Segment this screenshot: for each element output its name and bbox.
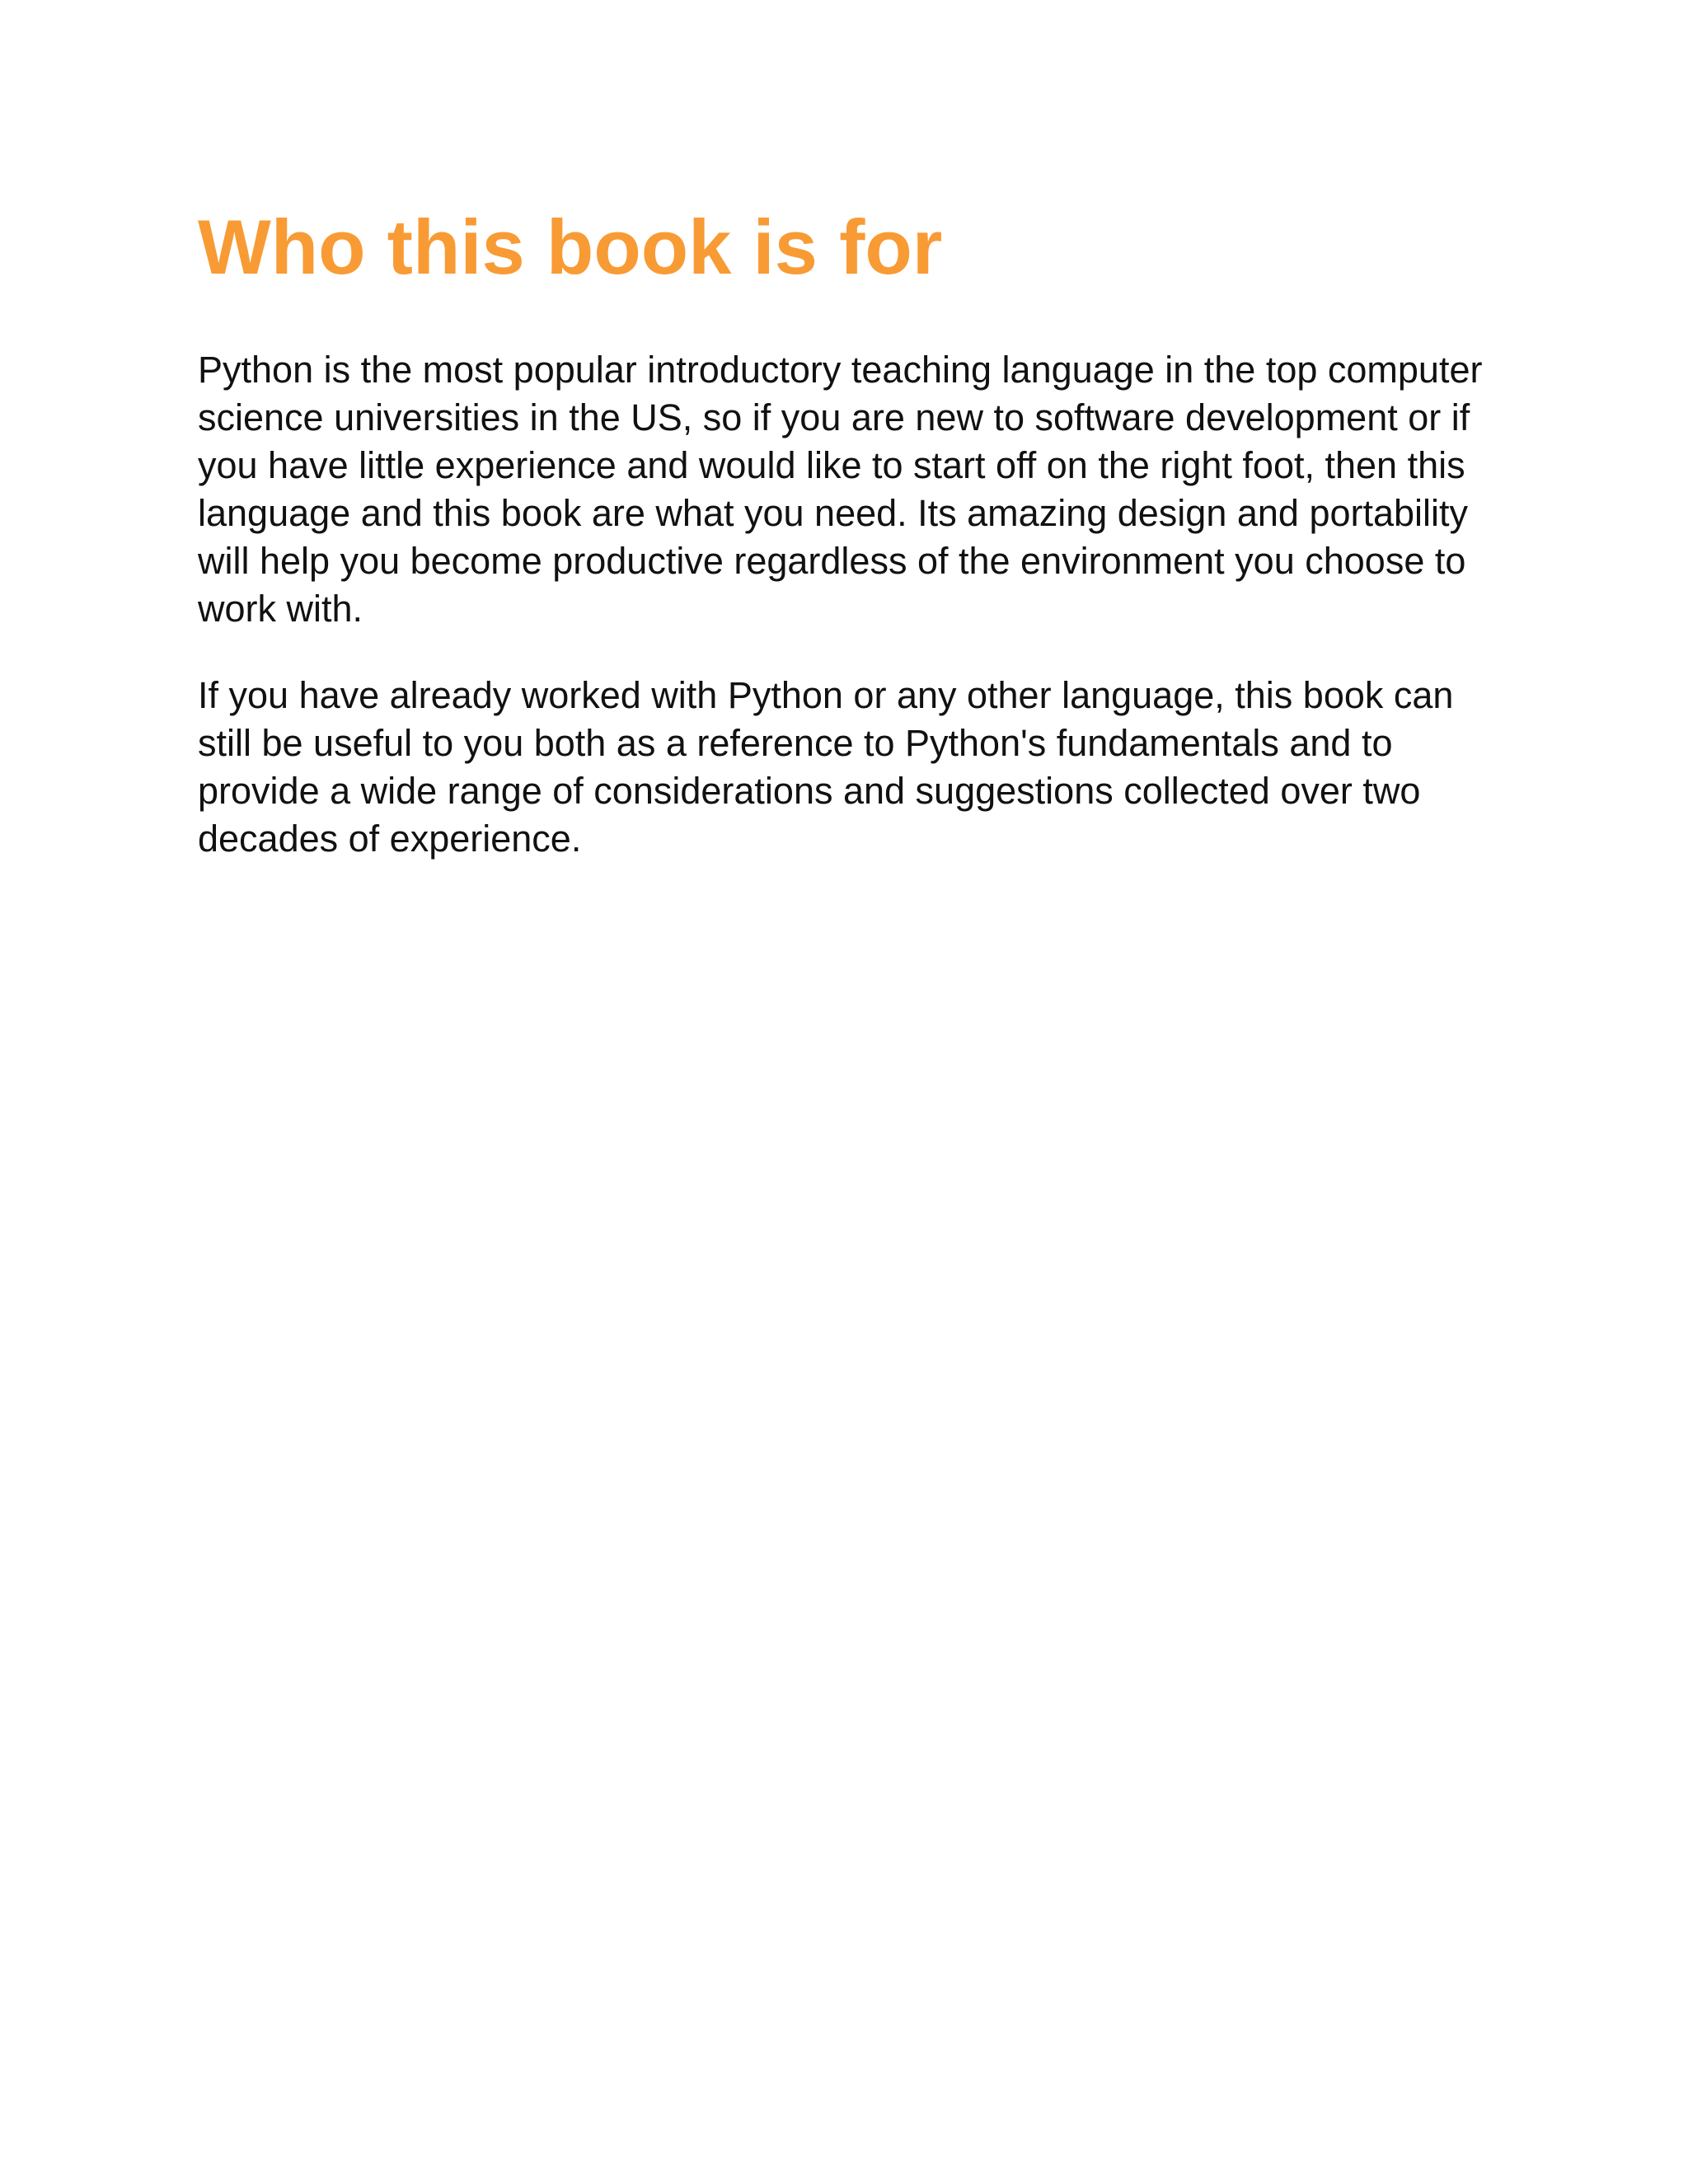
body-paragraph-audience: Python is the most popular introductory teaching language in the top computer science universities in the US, so if you are new to software development or if you have little experience and would like to start off on the right foot, then this language and this book are what you need. Its amazing design and portability will help you become productive regardless of the environment you choose to work with. xyxy=(198,349,1483,630)
body-paragraph-experienced: If you have already worked with Python or any other language, this book can still be useful to you both as a reference to Python's fundamentals and to provide a wide range of considerations and suggestions collected over two decades of experience. xyxy=(198,674,1454,860)
page-content xyxy=(198,190,1508,863)
section-title: Who this book is for xyxy=(198,204,943,290)
